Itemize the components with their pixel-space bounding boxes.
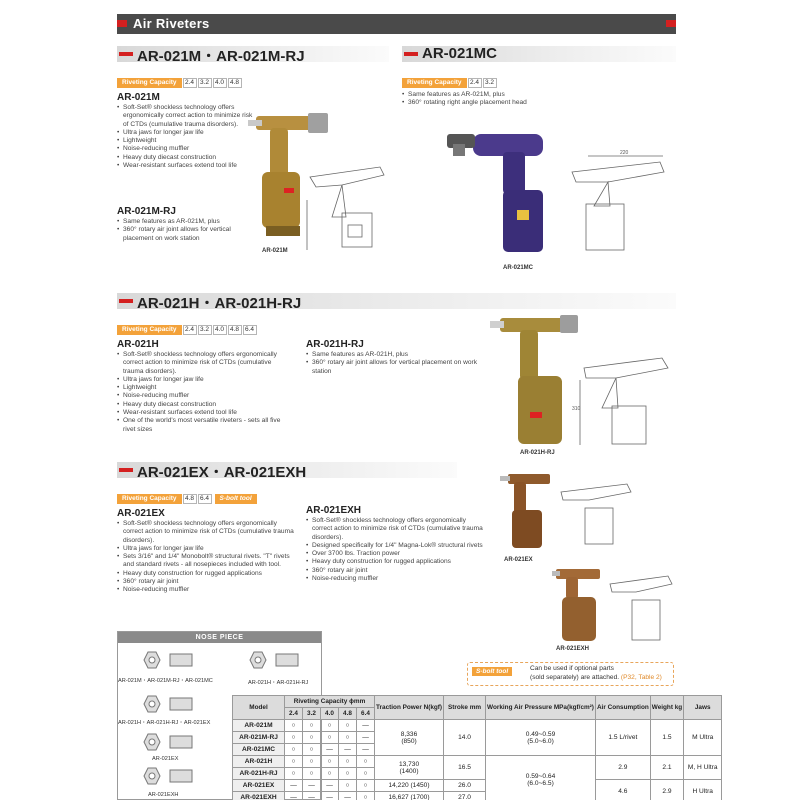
- nose-piece-icon: [246, 648, 306, 674]
- riveter-ar021exh-photo: [552, 565, 607, 645]
- photo-caption: AR-021MC: [503, 265, 534, 271]
- dimension-drawing-ar021ex: [555, 478, 635, 553]
- table-cell: AR-021MC: [233, 744, 285, 756]
- capacity-bar-ar021h: Riveting Capacity 2.4 3.2 4.0 4.8 6.4: [117, 325, 257, 335]
- table-cell: AR-021H: [233, 756, 285, 768]
- capacity-bar-ar021ex: Riveting Capacity 4.8 6.4 S-bolt tool: [117, 494, 257, 504]
- table-cell: 14.0: [444, 720, 486, 756]
- table-cell: ○: [339, 720, 357, 732]
- table-cell: —: [321, 780, 339, 792]
- table-cell: 0.59~0.64 (6.0~6.5): [486, 756, 596, 800]
- feature-list-ar021h-rj: • Same features as AR-021H, plus • 360° rotary air joint allows for vertical placement on work station: [306, 351, 484, 376]
- table-cell: ○: [357, 756, 375, 768]
- model-name: AR-021M: [117, 92, 160, 103]
- riveter-ar021mc-photo: [447, 122, 552, 262]
- table-cell: —: [321, 744, 339, 756]
- feature-list-ar021m-rj: • Same features as AR-021M, plus • 360° rotary air joint allows for vertical placement on work station: [117, 218, 257, 243]
- capacity-bar-ar021mc: Riveting Capacity 2.4 3.2: [402, 78, 497, 88]
- table-cell: 26.0: [444, 780, 486, 792]
- model-name: AR-021H: [117, 339, 159, 350]
- table-cell: ○: [357, 768, 375, 780]
- nose-piece-icon: [140, 764, 200, 790]
- riveter-ar021ex-photo: [500, 470, 555, 555]
- riveter-ar021h-rj-photo: [490, 312, 580, 452]
- table-cell: ○: [285, 732, 303, 744]
- section-heading-ar021h: AR-021H・AR-021H-RJ: [117, 293, 676, 309]
- table-cell: Air Consumption: [595, 696, 650, 720]
- table-cell: Model: [233, 696, 285, 720]
- feature-list-ar021exh: • Soft-Set® shockless technology offers ergonomically correct action to minimize risk of CTDs (cumulative trauma disorders). • Designed specifically for 1/4" Magna-Lok® structural rivets • Over 3700 lbs. Traction power • Heavy duty construction for rugged applications • 360° rotary air joint • Noise-reducing muffler: [306, 517, 486, 583]
- table-cell: ○: [321, 732, 339, 744]
- table-row: [233, 720, 722, 732]
- table-cell: ○: [339, 780, 357, 792]
- table-cell: M Ultra: [684, 720, 722, 756]
- table-cell: Weight kg: [650, 696, 683, 720]
- feature-list-ar021m: • Soft-Set® shockless technology offers ergonomically correct action to minimize risk of CTDs (cumulative trauma disorders). • Ultra jaws for longer jaw life • Lightweight • Noise-reducing muffler • Heavy duty diecast construction • Wear-resistant surfaces extend tool life: [117, 104, 257, 170]
- table-cell: —: [339, 744, 357, 756]
- table-cell: ○: [303, 720, 321, 732]
- table-cell: —: [303, 792, 321, 800]
- table-cell: ○: [339, 768, 357, 780]
- banner-accent-right: [666, 20, 676, 27]
- dimension-drawing-ar021exh: [606, 570, 674, 650]
- table-cell: Riveting Capacity ϕmm: [285, 696, 375, 708]
- feature-list-ar021ex: • Soft-Set® shockless technology offers ergonomically correct action to minimize risk of CTDs (cumulative trauma disorders). • Ultra jaws for longer jaw life • Sets 3/16" and 1/4" Monobolt® structural rivets. "T" rivets and standard rivets - all nosepieces included with tool. • Heavy duty construction for rugged applications • 360° rotary air joint • Noise-reducing muffler: [117, 520, 295, 595]
- table-cell: ○: [339, 756, 357, 768]
- table-cell: 6.4: [357, 708, 375, 720]
- table-cell: 4.0: [321, 708, 339, 720]
- table-cell: AR-021EX: [233, 780, 285, 792]
- table-cell: AR-021M: [233, 720, 285, 732]
- table-cell: 16,627 (1700): [375, 792, 444, 800]
- table-cell: —: [357, 732, 375, 744]
- table-cell: —: [357, 744, 375, 756]
- model-name: AR-021EX: [117, 508, 165, 519]
- table-cell: 0.49~0.59 (5.0~6.0): [486, 720, 596, 756]
- dimension-label: 310: [572, 406, 581, 412]
- table-cell: ○: [357, 780, 375, 792]
- table-cell: 1.5: [650, 720, 683, 756]
- photo-caption: AR-021EXH: [556, 646, 590, 652]
- table-cell: —: [357, 720, 375, 732]
- page-title: Air Riveters: [133, 16, 210, 31]
- table-cell: 14,220 (1450): [375, 780, 444, 792]
- table-cell: 1.5 L/rivet: [595, 720, 650, 756]
- table-row: [233, 780, 722, 792]
- table-cell: H Ultra: [684, 780, 722, 800]
- photo-caption: AR-021EX: [504, 557, 533, 563]
- nose-piece-panel: NOSE PIECE AR-021M・AR-021M-RJ・AR-021MC AR-021H・AR-021H-RJ AR-021H・AR-021H-RJ・AR-021EX AR-021EX AR-021EXH: [117, 631, 322, 800]
- table-cell: 2.4: [285, 708, 303, 720]
- table-cell: 2.9: [650, 780, 683, 800]
- table-cell: Stroke mm: [444, 696, 486, 720]
- table-cell: AR-021H-RJ: [233, 768, 285, 780]
- nose-piece-icon: [140, 648, 200, 674]
- capacity-bar-ar021m: Riveting Capacity 2.4 3.2 4.0 4.8: [117, 78, 242, 88]
- table-cell: —: [321, 792, 339, 800]
- photo-caption: AR-021M: [262, 248, 288, 254]
- table-cell: ○: [285, 744, 303, 756]
- table-cell: 3.2: [303, 708, 321, 720]
- table-cell: 16.5: [444, 756, 486, 780]
- banner-accent-left: [117, 20, 127, 27]
- table-cell: AR-021EXH: [233, 792, 285, 800]
- table-cell: ○: [303, 756, 321, 768]
- table-cell: ○: [321, 720, 339, 732]
- table-cell: 2.9: [595, 756, 650, 780]
- table-cell: ○: [357, 792, 375, 800]
- table-cell: —: [339, 792, 357, 800]
- section-heading-ar021ex: AR-021EX・AR-021EXH: [117, 462, 457, 478]
- table-cell: ○: [339, 732, 357, 744]
- nose-piece-title: NOSE PIECE: [118, 632, 321, 643]
- table-cell: ○: [285, 720, 303, 732]
- table-cell: 4.6: [595, 780, 650, 800]
- table-cell: —: [303, 780, 321, 792]
- table-cell: AR-021M-RJ: [233, 732, 285, 744]
- section-heading-ar021mc: AR-021MC: [402, 46, 676, 62]
- model-name: AR-021EXH: [306, 505, 362, 516]
- dimension-label: 220: [620, 150, 629, 156]
- table-cell: 13,730 (1400): [375, 756, 444, 780]
- table-cell: ○: [303, 744, 321, 756]
- dimension-drawing-ar021mc: [568, 148, 673, 258]
- table-cell: ○: [321, 768, 339, 780]
- dimension-drawing-ar021h: [572, 350, 674, 450]
- table-cell: ○: [303, 768, 321, 780]
- table-cell: Jaws: [684, 696, 722, 720]
- dimension-drawing-ar021m: [302, 155, 397, 255]
- nose-piece-icon: [140, 730, 200, 756]
- table-cell: ○: [285, 768, 303, 780]
- table-cell: Working Air Pressure MPa(kgf/cm²): [486, 696, 596, 720]
- model-name: AR-021M-RJ: [117, 206, 176, 217]
- section-heading-ar021m: AR-021M・AR-021M-RJ: [117, 46, 389, 62]
- table-cell: 4.8: [339, 708, 357, 720]
- table-cell: ○: [303, 732, 321, 744]
- table-cell: 8,336 (850): [375, 720, 444, 756]
- feature-list-ar021h: • Soft-Set® shockless technology offers ergonomically correct action to minimize risk of CTDs (cumulative trauma disorders). • Ultra jaws for longer jaw life • Lightweight • Noise-reducing muffler • Heavy duty diecast construction • Wear-resistant surfaces extend tool life • One of the world's most versatile riveters - sets all five rivet sizes: [117, 351, 292, 434]
- page-banner: [117, 14, 676, 34]
- table-row: [233, 756, 722, 768]
- photo-caption: AR-021H-RJ: [520, 450, 555, 456]
- table-cell: 2.1: [650, 756, 683, 780]
- table-cell: —: [285, 792, 303, 800]
- table-cell: ○: [285, 756, 303, 768]
- table-cell: —: [285, 780, 303, 792]
- sbolt-note: S-bolt tool Can be used if optional parts (sold separately) are attached. (P32, Table 2): [467, 662, 674, 686]
- table-cell: Traction Power N(kgf): [375, 696, 444, 720]
- spec-table: [232, 695, 722, 800]
- table-cell: ○: [321, 756, 339, 768]
- nose-piece-icon: [140, 692, 200, 718]
- model-name: AR-021H-RJ: [306, 339, 364, 350]
- feature-list-ar021mc: • Same features as AR-021M, plus • 360° rotating right angle placement head: [402, 91, 602, 108]
- table-cell: 27.0: [444, 792, 486, 800]
- table-cell: M, H Ultra: [684, 756, 722, 780]
